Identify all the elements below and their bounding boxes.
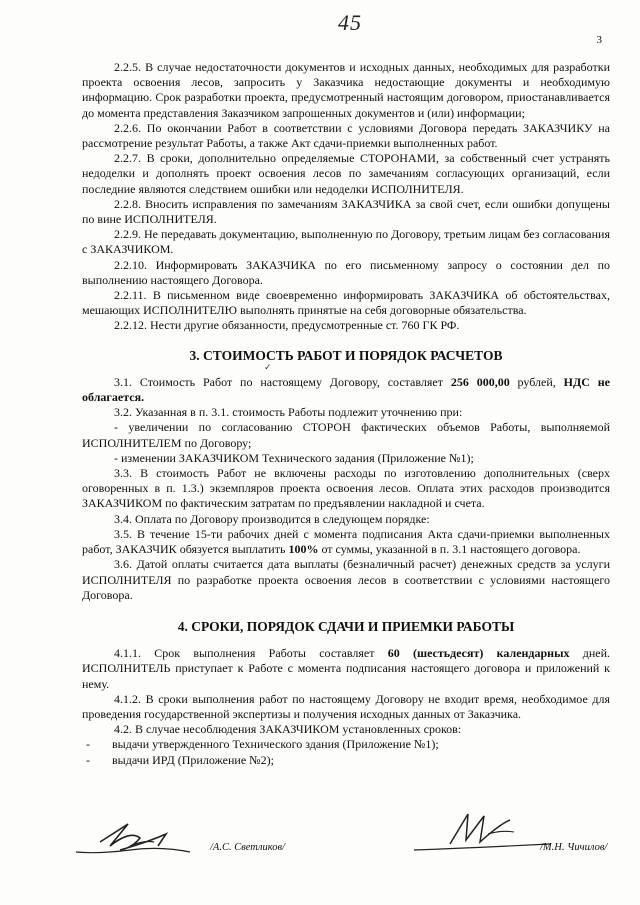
contract-amount: 256 000,00 bbox=[450, 374, 510, 389]
clause-4-1-1 bbox=[82, 646, 610, 692]
clause-3-2-item-2: - изменении ЗАКАЗЧИКОМ Технического задания (Приложение №1); bbox=[114, 450, 474, 465]
clause-4-1-1-text: 4.1.1. Срок выполнения Работы составляет bbox=[114, 646, 388, 661]
clause-3-6: 3.6. Датой оплаты считается дата выплаты (безналичный расчет) денежных средств за услуги ИСПОЛНИТЕЛЯ по разработке проекта освоения лесов в соответствии с условиями настоящего Договора. bbox=[82, 557, 610, 602]
bullet-text: выдачи утвержденного Технического здания (Приложение №1); bbox=[112, 737, 439, 752]
list-item bbox=[82, 753, 610, 768]
handwritten-page-number: 45 bbox=[338, 10, 362, 35]
clause-2-2-10: 2.2.10. Информировать ЗАКАЗЧИКА по его письменному запросу о состоянии дел по выполнению настоящего Договора. bbox=[82, 257, 610, 287]
clause-2-2-7: 2.2.7. В сроки, дополнительно определяемые СТОРОНАМИ, за собственный счет устранять недоделки и дополнять проект освоения лесов по замечаниям согласующих организаций, если последние являются следствием ошибки или недоделки ИСПОЛНИТЕЛЯ. bbox=[82, 151, 610, 196]
stray-checkmark: ✓ bbox=[264, 362, 272, 372]
document-body bbox=[82, 60, 610, 768]
clause-3-5-tail: от суммы, указанной в п. 3.1 настоящего договора. bbox=[318, 542, 581, 557]
clause-4-1-1-tail: дней. ИСПОЛНИТЕЛЬ приступает к Работе с момента подписания настоящего договора и приложений к нему. bbox=[82, 646, 610, 691]
page-number: 3 bbox=[596, 34, 602, 46]
bullet-dash: - bbox=[86, 737, 90, 752]
clause-2-2-5: 2.2.5. В случае недостаточности документов и исходных данных, необходимых для разработки проекта освоения лесов, запросить у Заказчика недостающие документы и необходимую информацию. Срок разработки проекта, предусмотренный настоящим договором, приостанавливается до момента представления Заказчиком запрошенных документов и (или) информации; bbox=[82, 60, 610, 120]
clause-2-2-9: 2.2.9. Не передавать документацию, выполненную по Договору, третьим лицам без согласования с ЗАКАЗЧИКОМ. bbox=[82, 227, 610, 257]
clause-2-2-11: 2.2.11. В письменном виде своевременно информировать ЗАКАЗЧИКА об обстоятельствах, мешающих ИСПОЛНИТЕЛЮ выполнять принятые на себя договорные обязательства. bbox=[82, 288, 610, 318]
left-signatory-name: /А.С. Светликов/ bbox=[210, 842, 285, 853]
payment-percent: 100% bbox=[288, 542, 319, 557]
clause-3-5 bbox=[82, 527, 610, 557]
clause-2-2-6: 2.2.6. По окончании Работ в соответствии с условиями Договора передать ЗАКАЗЧИКУ на рассмотрение результат Работы, а также Акт сдачи-приемки выполненных работ. bbox=[82, 120, 610, 151]
left-signature-icon bbox=[70, 812, 200, 862]
vat-note: НДС не облагается. bbox=[82, 374, 610, 405]
clause-3-5-text: 3.5. В течение 15-ти рабочих дней с момента подписания Акта сдачи-приемки выполненных работ, ЗАКАЗЧИК обязуется выплатить bbox=[82, 526, 610, 557]
clause-4-2: 4.2. В случае несоблюдения ЗАКАЗЧИКОМ установленных сроков: bbox=[114, 722, 462, 737]
section-4-heading: 4. СРОКИ, ПОРЯДОК СДАЧИ И ПРИЕМКИ РАБОТЫ bbox=[177, 618, 515, 634]
clause-3-4: 3.4. Оплата по Договору производится в следующем порядке: bbox=[114, 511, 430, 526]
clause-3-2: 3.2. Указанная в п. 3.1. стоимость Работы подлежит уточнению при: bbox=[114, 405, 463, 420]
bullet-text: выдачи ИРД (Приложение №2); bbox=[112, 752, 274, 767]
clause-4-1-2: 4.1.2. В сроки выполнения работ по настоящему Договору не входит время, необходимое для проведения государственной экспертизы и получения исходных данных от Заказчика. bbox=[82, 691, 610, 721]
clause-2-2-12: 2.2.12. Нести другие обязанности, предусмотренные ст. 760 ГК РФ. bbox=[114, 318, 460, 333]
list-item bbox=[82, 737, 610, 752]
work-term: 60 (шестьдесят) календарных bbox=[387, 646, 570, 661]
clause-2-2-8: 2.2.8. Вносить исправления по замечаниям ЗАКАЗЧИКА за свой счет, если ошибки допущены по вине ИСПОЛНИТЕЛЯ. bbox=[82, 196, 610, 227]
clause-3-1-text: 3.1. Стоимость Работ по настоящему Договору, составляет bbox=[114, 374, 451, 389]
clause-3-1-currency: рублей, bbox=[509, 374, 564, 389]
right-signature-icon bbox=[410, 804, 560, 864]
clause-3-1 bbox=[82, 375, 610, 405]
clause-3-2-item-1: - увеличении по согласованию СТОРОН фактических объемов Работы, выполняемой ИСПОЛНИТЕЛЕМ по Договору; bbox=[82, 420, 610, 450]
right-signatory-name: /М.Н. Чичилов/ bbox=[540, 842, 608, 853]
clause-3-3: 3.3. В стоимость Работ не включены расходы по изготовлению дополнительных (сверх оговоренных в п. 1.3.) экземпляров проекта освоения лесов. Оплата этих расходов производится ЗАКАЗЧИКОМ по фактическим затратам по предъявлении накладной и счета. bbox=[82, 466, 610, 511]
section-3-heading: 3. СТОИМОСТЬ РАБОТ И ПОРЯДОК РАСЧЕТОВ bbox=[189, 347, 503, 363]
signature-block bbox=[70, 812, 630, 872]
bullet-dash: - bbox=[86, 752, 90, 767]
